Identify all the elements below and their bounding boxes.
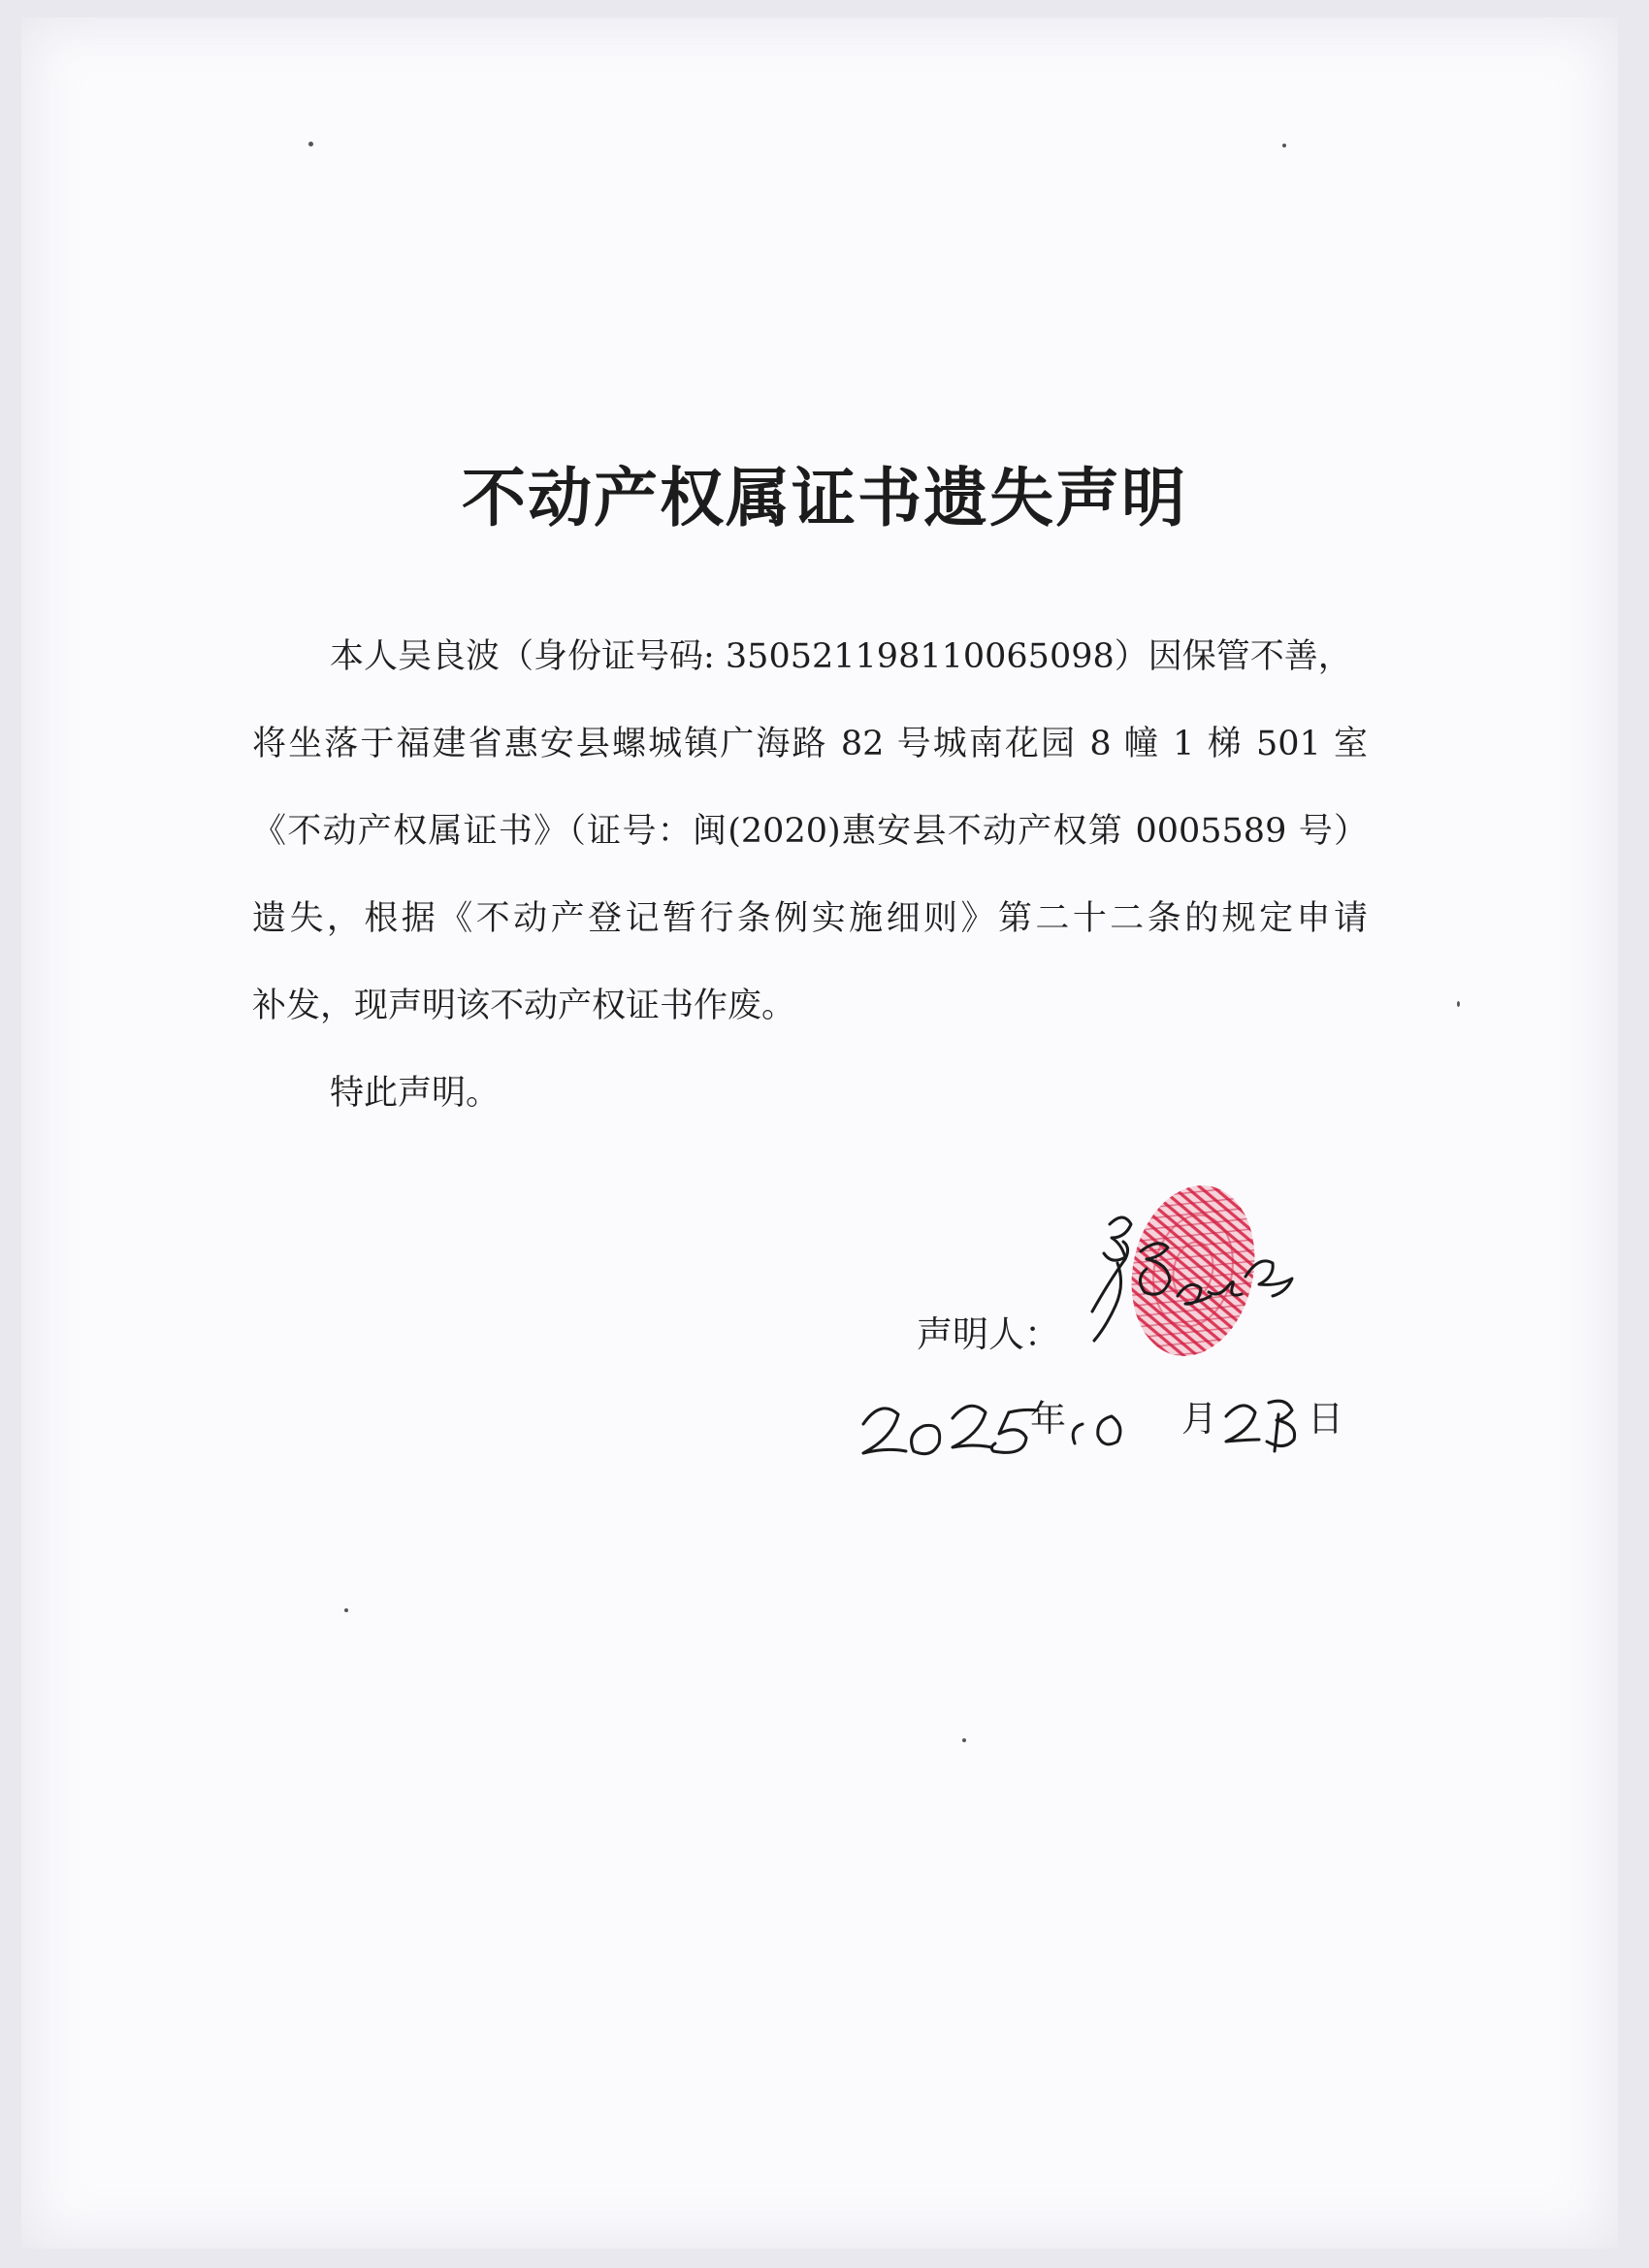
- paragraph-line: 本人吴良波（身份证号码: 350521198110065098）因保管不善，: [330, 637, 1352, 676]
- paragraph-line: 遗失，根据《不动产登记暂行条例实施细则》第二十二条的规定申请: [252, 899, 1368, 938]
- document-title: 不动产权属证书遗失声明: [462, 460, 1187, 535]
- paragraph-line: 将坐落于福建省惠安县螺城镇广海路 82 号城南花园 8 幢 1 梯 501 室: [252, 725, 1368, 763]
- date-year-char: 年: [1030, 1398, 1066, 1440]
- paragraph-line: 《不动产权属证书》（证号：闽(2020)惠安县不动产权第 0005589 号）: [252, 812, 1368, 851]
- handwritten-date: [863, 1401, 1295, 1453]
- declarant-label: 声明人：: [917, 1313, 1060, 1355]
- date-month-char: 月: [1181, 1398, 1217, 1440]
- paragraph-line: 补发，现声明该不动产权证书作废。: [252, 987, 796, 1025]
- fingerprint-icon: [1116, 1174, 1270, 1368]
- closing-statement: 特此声明。: [330, 1074, 501, 1113]
- date-day-char: 日: [1308, 1398, 1343, 1440]
